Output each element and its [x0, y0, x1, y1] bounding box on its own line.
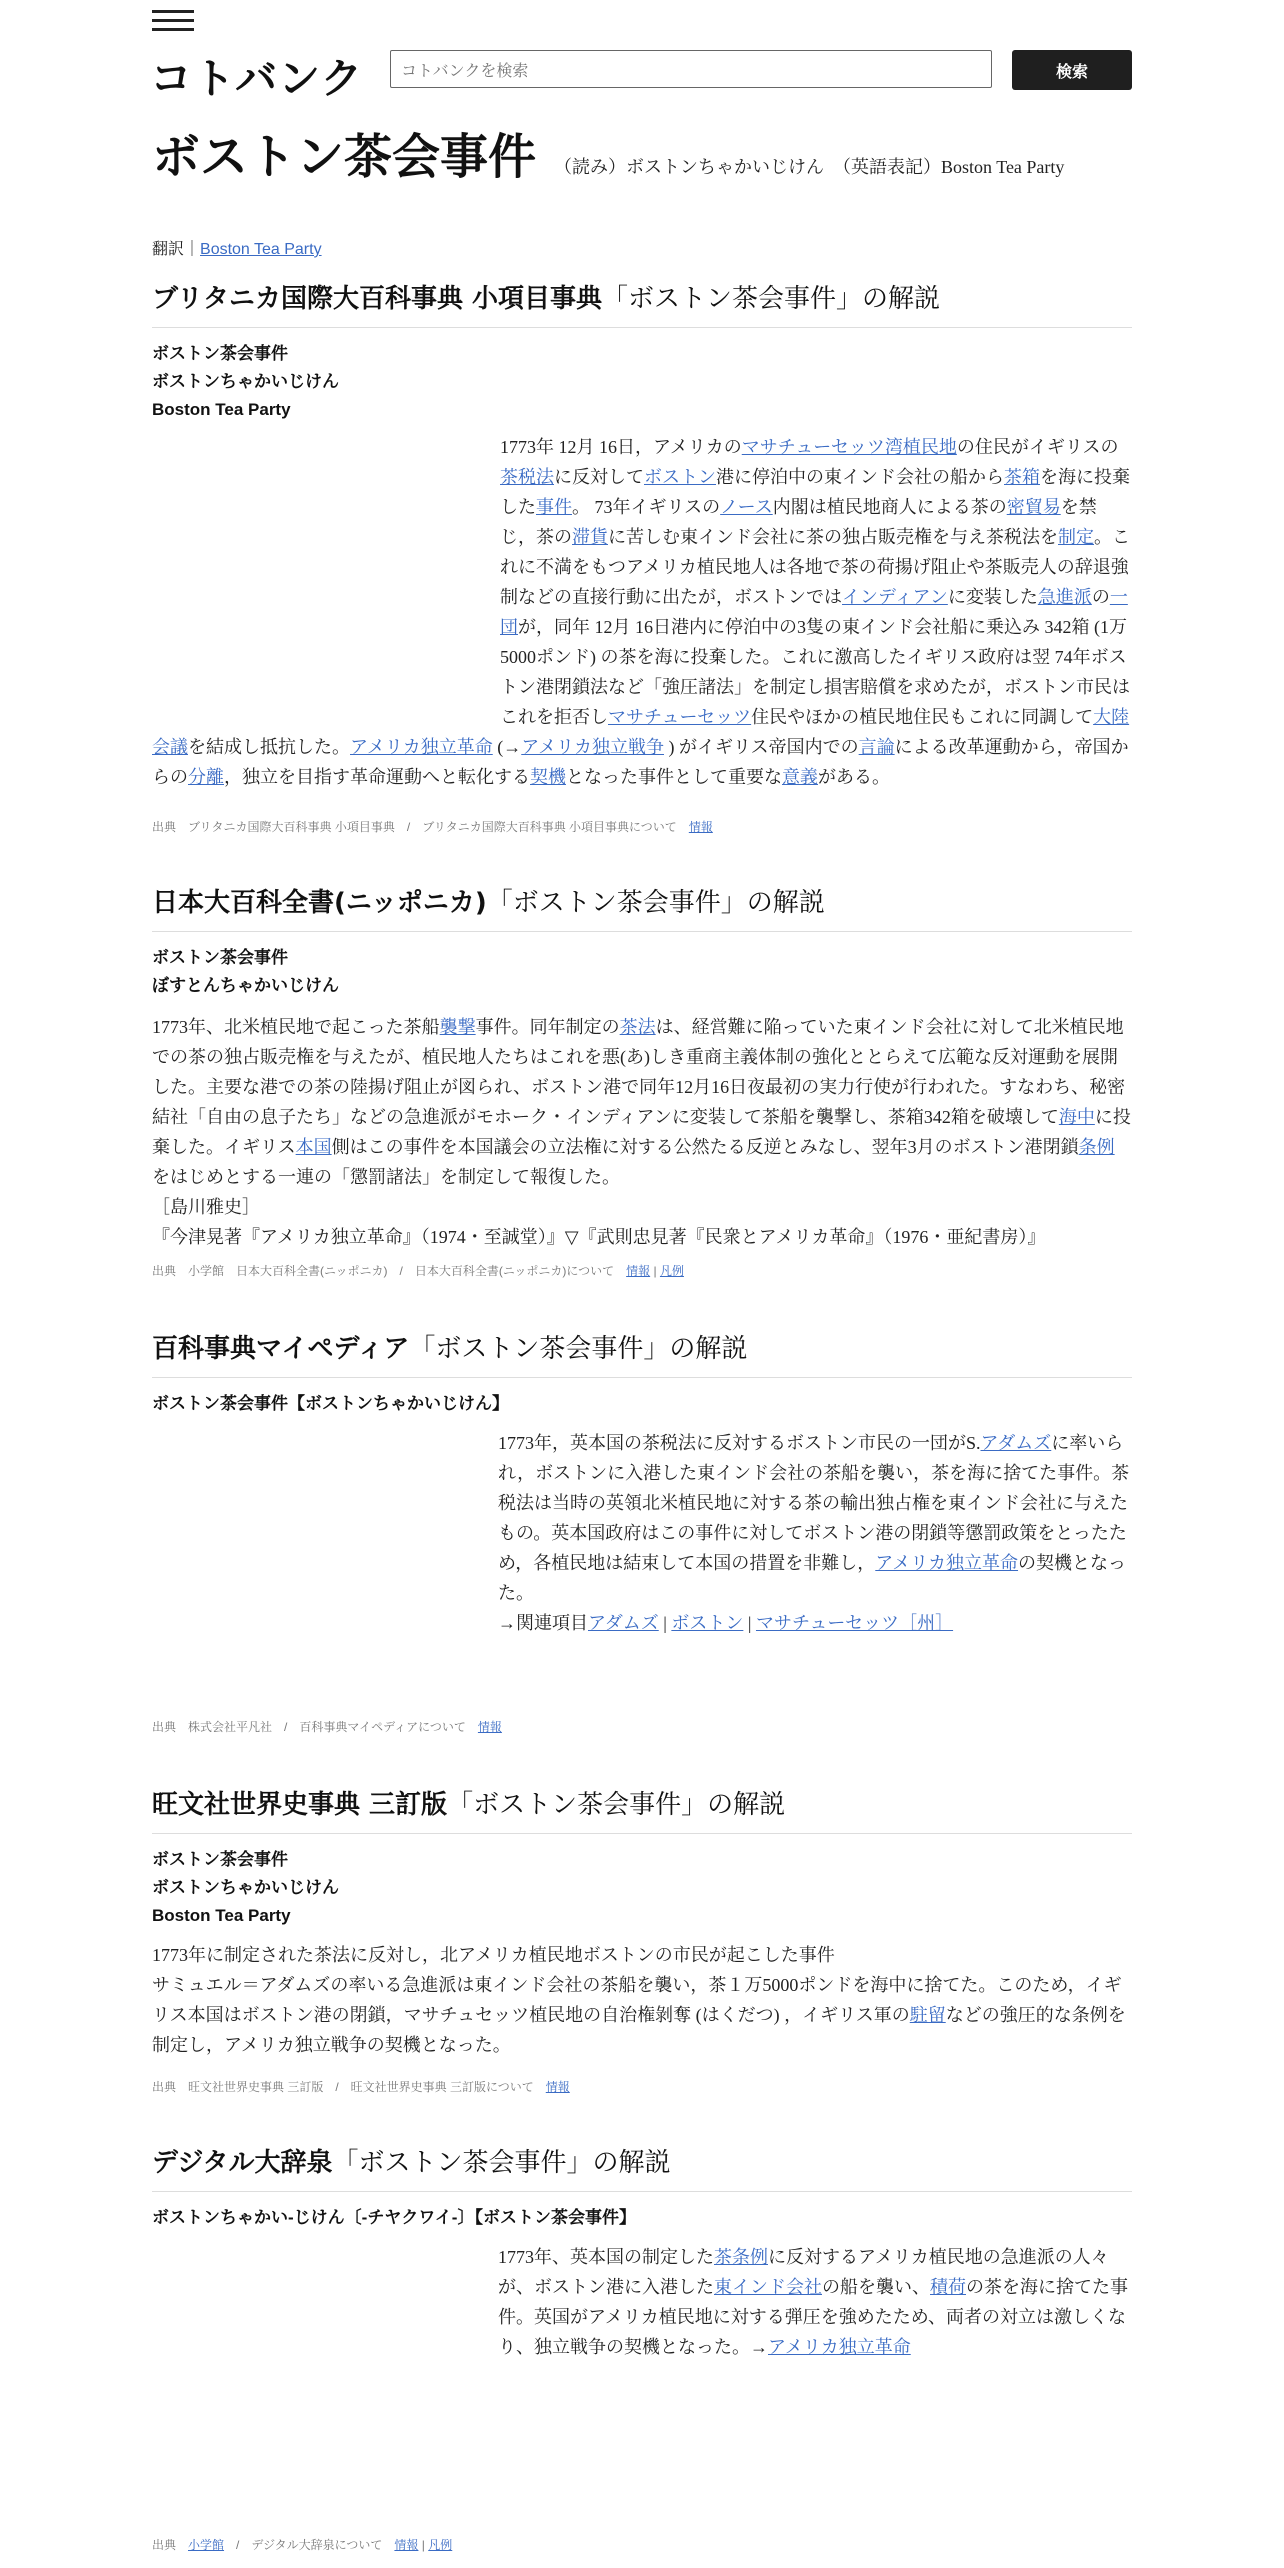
dict-name: ブリタニカ国際大百科事典 小項目事典: [152, 284, 603, 314]
heading-suffix: 「ボストン茶会事件」の解説: [602, 284, 941, 314]
section-heading-nipponica: [152, 882, 1132, 932]
source-mypedia: [152, 1718, 502, 1735]
link[interactable]: 茶箱: [1004, 467, 1040, 487]
source-legend-link[interactable]: 凡例: [659, 1264, 684, 1278]
author: ［島川雅史］: [152, 1197, 260, 1217]
link[interactable]: 密貿易: [1006, 497, 1061, 517]
link[interactable]: 事件: [536, 497, 572, 517]
heading-suffix: 「ボストン茶会事件」の解説: [447, 1790, 786, 1820]
link[interactable]: 滞貨: [572, 527, 608, 547]
dict-name: 百科事典マイペディア: [152, 1334, 410, 1364]
link[interactable]: ボストン: [644, 467, 716, 487]
link[interactable]: アメリカ独立革命: [875, 1553, 1019, 1573]
link[interactable]: 一団: [500, 587, 1128, 637]
source-info-link[interactable]: 情報: [626, 1264, 651, 1278]
link[interactable]: 制定: [1058, 527, 1094, 547]
page-title: ボストン茶会事件: [152, 129, 537, 185]
source-nipponica: 出典 小学館 日本大百科全書(ニッポニカ) / 日本大百科全書(ニッポニカ)について 情報 | 凡例: [152, 1264, 684, 1278]
source-text: / デジタル大辞泉について: [224, 2538, 395, 2552]
source-daijisen: 出典 小学館 / デジタル大辞泉について 情報 | 凡例: [152, 2538, 453, 2552]
headword: ボストン茶会事件【ボストンちゃかいじけん】: [152, 1394, 509, 1413]
link[interactable]: 意義: [782, 767, 818, 787]
search-input[interactable]: コトバンクを検索: [390, 50, 992, 88]
headword-reading: ぼすとんちゃかいじけん: [152, 976, 339, 995]
translation-label: 翻訳｜: [152, 241, 201, 258]
related-link[interactable]: アダムズ: [588, 1613, 659, 1633]
section-heading-obunsha: [152, 1784, 1132, 1834]
related-link[interactable]: マサチューセッツ［州］: [755, 1613, 954, 1633]
page-reading: （読み）ボストンちゃかいじけん （英語表記）Boston Tea Party: [554, 157, 1065, 177]
headword: ボストン茶会事件: [152, 948, 288, 967]
link[interactable]: マサチューセッツ: [608, 707, 752, 727]
references: 『今津晃著『アメリカ独立革命』（1974・至誠堂）』▽『武則忠見著『民衆とアメリカ革命』（1976・亜紀書房）』: [152, 1227, 1046, 1247]
source-info-link[interactable]: 情報: [688, 820, 713, 834]
link[interactable]: アダムズ: [980, 1433, 1052, 1453]
link[interactable]: ノース: [720, 497, 773, 517]
dict-name: 旺文社世界史事典 三訂版: [152, 1790, 448, 1820]
translation-link[interactable]: Boston Tea Party: [200, 241, 322, 258]
link[interactable]: 茶税法: [500, 467, 554, 487]
summary-line: 1773年に制定された茶法に反対し，北アメリカ植民地ボストンの市民が起こした事件: [152, 1945, 835, 1965]
headword: ボストンちゃかい‐じけん〔‐チヤクワイ‐〕【ボストン茶会事件】: [152, 2208, 636, 2227]
source-obunsha: [152, 2078, 570, 2095]
link[interactable]: マサチューセッツ湾植民地: [741, 437, 957, 457]
link[interactable]: 東インド会社: [714, 2277, 822, 2297]
britannica-body: 1773年 12月 16日，アメリカのマサチューセッツ湾植民地の住民がイギリスの茶税法に反対してボストン港に停泊中の東インド会社の船から茶箱を海に投棄した事件。 73年イギリスのノース内閣は植民地商人による茶の密貿易を禁じ，茶の滞貨に苦しむ東インド会社に茶の独占販売権を与え茶税法を制定。これに不満をもつアメリカ植民地人は各地で茶の荷揚げ阻止や茶販売人の辞退強制などの直接行動に出たが，ボストンではインディアンに変装した急進派の一団が，同年 12月 16日港内に停泊中の3隻の東インド会社船に乗込み 342箱 (1万5000ポンド) の茶を海に投棄した。これに激高したイギリス政府は翌 74年ボストン港閉鎖法など「強圧諸法」を制定し損害賠償を求めたが，ボストン市民はこれを拒否しマサチューセッツ住民やほかの植民地住民もこれに同調して大陸会議を結成し抵抗した。アメリカ独立革命 (→アメリカ独立戦争 ) がイギリス帝国内での言論による改革運動から，帝国からの分離，独立を目指す革命運動へと転化する契機となった事件として重要な意義がある。: [152, 437, 1130, 787]
nipponica-body: 1773年、北米植民地で起こった茶船襲撃事件。同年制定の茶法は、経営難に陥っていた東インド会社に対して北米植民地での茶の独占販売権を与えたが、植民地人たちはこれを悪(あ)しき重商主義体制の強化ととらえて広範な反対運動を展開した。主要な港での茶の陸揚げ阻止が図られ、ボストン港で同年12月16日夜最初の実力行使が行われた。すなわち、秘密結社「自由の息子たち」などの急進派がモホーク・インディアンに変装して茶船を襲撃し、茶箱342箱を破壊して海中に投棄した。イギリス本国側はこの事件を本国議会の立法権に対する公然たる反逆とみなし、翌年3月のボストン港閉鎖条例をはじめとする一連の「懲罰諸法」を制定して報復した。 ［島川雅史］ 『今津晃著『アメリカ独立革命』（1974・至誠堂）』▽『武則忠見著『民衆とアメリカ革命』（1976・亜紀書房）』: [152, 1012, 1132, 1252]
headword-block: [152, 944, 339, 1000]
link[interactable]: 契機: [530, 767, 566, 787]
link[interactable]: 条例: [1078, 1137, 1115, 1157]
heading-suffix: 「ボストン茶会事件」の解説: [332, 2148, 671, 2178]
headword-reading: ボストンちゃかいじけん: [152, 1878, 339, 1897]
headword-english: Boston Tea Party: [152, 400, 291, 419]
translation: [152, 236, 322, 259]
obunsha-body: 1773年に制定された茶法に反対し，北アメリカ植民地ボストンの市民が起こした事件 サミュエル＝アダムズの率いる急進派は東インド会社の茶船を襲い，茶１万5000ポンドを海中に捨てた。このため，イギリス本国はボストン港の閉鎖，マサチュセッツ植民地の自治権剝奪 (はくだつ) ，イギリス軍の駐留などの強圧的な条例を制定し，アメリカ独立戦争の契機となった。: [152, 1940, 1132, 2060]
link[interactable]: 茶条例: [714, 2247, 768, 2267]
link[interactable]: 大陸会議: [152, 707, 1130, 757]
source-text: 出典 小学館 日本大百科全書(ニッポニカ) / 日本大百科全書(ニッポニカ)について: [152, 1264, 627, 1278]
link[interactable]: 茶法: [619, 1017, 656, 1037]
source-text: 出典 ブリタニカ国際大百科事典 小項目事典 / ブリタニカ国際大百科事典 小項目事典について: [152, 820, 689, 834]
mypedia-body: 1773年，英本国の茶税法に反対するボストン市民の一団がS.アダムズに率いられ，ボストンに入港した東インド会社の茶船を襲い，茶を海に捨てた事件。茶税法は当時の英領北米植民地に対する茶の輸出独占権を東インド会社に与えたもの。英本国政府はこの事件に対してボストン港の閉鎖等懲罰政策をとったため，各植民地は結束して本国の措置を非難し，アメリカ独立革命の契機となった。 →関連項目アダムズ | ボストン | マサチューセッツ［州］: [498, 1433, 1130, 1633]
source-text: 出典: [152, 2538, 189, 2552]
source-britannica: [152, 818, 713, 835]
link[interactable]: アメリカ独立革命: [768, 2337, 911, 2357]
link[interactable]: インディアン: [842, 587, 948, 607]
dict-name: デジタル大辞泉: [152, 2148, 333, 2178]
link[interactable]: 積荷: [930, 2277, 966, 2297]
source-info-link[interactable]: 情報: [477, 1720, 502, 1734]
headword-english: Boston Tea Party: [152, 1906, 291, 1925]
daijisen-body: 1773年、英本国の制定した茶条例に反対するアメリカ植民地の急進派の人々が、ボストン港に入港した東インド会社の船を襲い、積荷の茶を海に捨てた事件。英国がアメリカ植民地に対する弾圧を強めたため、両者の対立は激しくなり、独立戦争の契機となった。→アメリカ独立革命: [498, 2247, 1128, 2357]
headword: ボストン茶会事件: [152, 1850, 288, 1869]
related-label: →関連項目: [498, 1613, 588, 1633]
headword-reading: ボストンちゃかいじけん: [152, 372, 339, 391]
headword-block: [152, 1390, 509, 1418]
menu-icon[interactable]: [152, 10, 194, 34]
source-legend-link[interactable]: 凡例: [428, 2538, 453, 2552]
search-button[interactable]: 検索: [1012, 50, 1132, 90]
link[interactable]: アメリカ独立戦争: [521, 737, 664, 757]
headword-block: [152, 1846, 339, 1930]
source-info-link[interactable]: 情報: [545, 2080, 570, 2094]
source-info-link[interactable]: 情報: [394, 2538, 419, 2552]
headword-block: [152, 2204, 636, 2232]
heading-suffix: 「ボストン茶会事件」の解説: [409, 1334, 748, 1364]
section-heading-daijisen: [152, 2142, 1132, 2192]
link[interactable]: 本国: [295, 1137, 332, 1157]
headword-block: [152, 340, 339, 424]
page-title-row: [152, 118, 1064, 187]
site-logo[interactable]: コトバンク: [150, 54, 364, 103]
heading-suffix: 「ボストン茶会事件」の解説: [486, 888, 825, 918]
section-heading-mypedia: [152, 1328, 1132, 1378]
source-text: 出典 株式会社平凡社 / 百科事典マイペディアについて: [152, 1720, 478, 1734]
headword: ボストン茶会事件: [152, 344, 288, 363]
link[interactable]: アメリカ独立革命: [350, 737, 493, 757]
link[interactable]: 海中: [1058, 1107, 1095, 1127]
source-publisher-link[interactable]: 小学館: [188, 2538, 225, 2552]
related-link[interactable]: ボストン: [671, 1613, 744, 1633]
link[interactable]: 襲撃: [439, 1017, 476, 1037]
link[interactable]: 駐留: [909, 2005, 946, 2025]
link[interactable]: 言論: [858, 737, 895, 757]
dict-name: 日本大百科全書(ニッポニカ): [152, 888, 487, 918]
section-heading-britannica: [152, 278, 1132, 328]
source-text: 出典 旺文社世界史事典 三訂版 / 旺文社世界史事典 三訂版について: [152, 2080, 546, 2094]
link[interactable]: 急進派: [1037, 587, 1092, 607]
link[interactable]: 分離: [188, 767, 224, 787]
